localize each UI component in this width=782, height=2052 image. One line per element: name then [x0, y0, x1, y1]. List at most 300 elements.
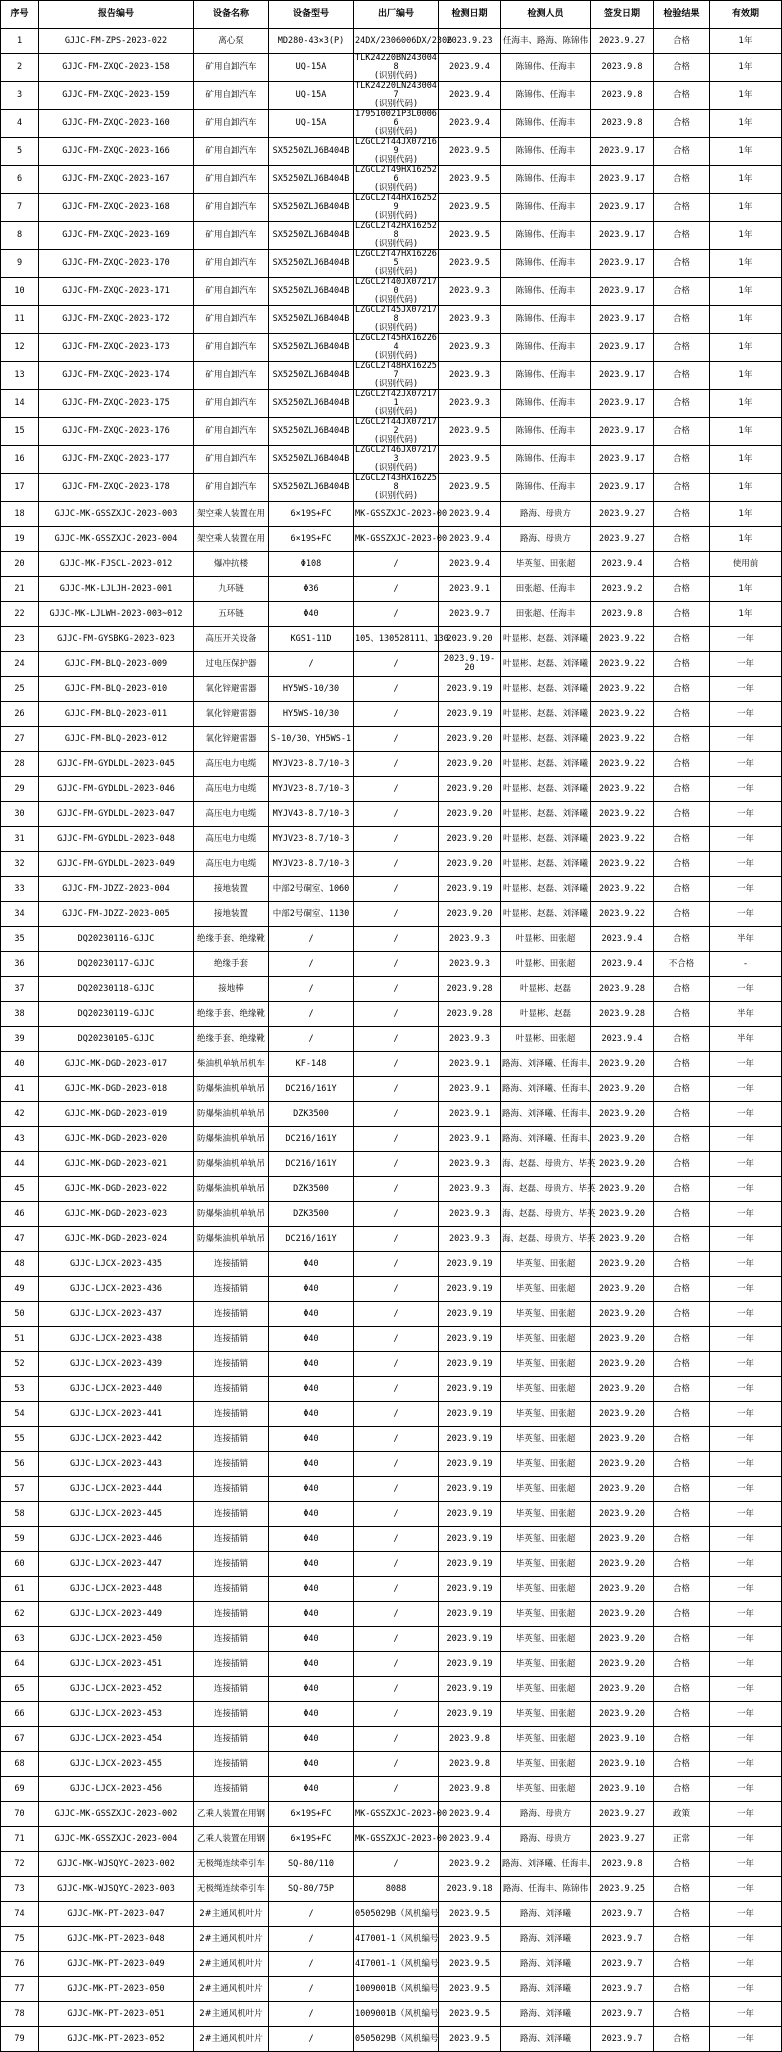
cell-factory-number: 0505029B（风机编号 [354, 1902, 439, 1927]
cell-factory-number: / [354, 1377, 439, 1402]
cell-validity: 一年 [710, 1877, 782, 1902]
cell-inspectors: 毕英玺、田张超 [501, 1552, 591, 1577]
cell-inspectors: 毕英玺、田张超 [501, 1377, 591, 1402]
cell-equipment-model: / [269, 1027, 354, 1052]
cell-inspectors: 毕英玺、田张超 [501, 1427, 591, 1452]
cell-equipment-name: 连接插销 [194, 1677, 269, 1702]
cell-report-number: GJJC-LJCX-2023-443 [39, 1452, 194, 1477]
cell-inspectors: 路海、刘泽曦、任海丰、 [501, 1102, 591, 1127]
cell-report-number: GJJC-FM-JDZZ-2023-005 [39, 902, 194, 927]
cell-equipment-name: 2#主通风机叶片 [194, 1977, 269, 2002]
cell-factory-number: / [354, 1102, 439, 1127]
table-row [1, 1027, 782, 1052]
cell-test-date: 2023.9.19 [439, 1527, 501, 1552]
cell-equipment-model: / [269, 927, 354, 952]
cell-serial-number: 17 [1, 474, 39, 502]
cell-equipment-model: SX5250ZLJ6B404B [269, 278, 354, 306]
cell-inspectors: 毕英玺、田张超 [501, 1777, 591, 1802]
cell-inspectors: 叶显彬、赵磊、刘泽曦 [501, 652, 591, 677]
cell-test-date: 2023.9.1 [439, 1052, 501, 1077]
header-row [1, 1, 782, 29]
cell-test-result: 合格 [654, 1902, 710, 1927]
cell-equipment-name: 2#主通风机叶片 [194, 1902, 269, 1927]
cell-equipment-name: 2#主通风机叶片 [194, 2027, 269, 2052]
cell-test-date: 2023.9.20 [439, 777, 501, 802]
cell-validity: 一年 [710, 877, 782, 902]
cell-equipment-name: 乙乘人装置在用钢 [194, 1802, 269, 1827]
cell-report-number: GJJC-LJCX-2023-455 [39, 1752, 194, 1777]
cell-validity: 半年 [710, 927, 782, 952]
cell-test-result: 合格 [654, 29, 710, 54]
cell-inspectors: 叶显彬、田张超 [501, 927, 591, 952]
cell-equipment-model: Φ40 [269, 1752, 354, 1777]
table-row [1, 1902, 782, 1927]
cell-test-date: 2023.9.19 [439, 1602, 501, 1627]
cell-test-date: 2023.9.1 [439, 1127, 501, 1152]
cell-factory-number: / [354, 1727, 439, 1752]
cell-inspectors: 海、赵磊、母贵方、毕英 [501, 1177, 591, 1202]
cell-test-result: 合格 [654, 577, 710, 602]
cell-test-result: 合格 [654, 727, 710, 752]
cell-equipment-model: / [269, 2027, 354, 2052]
cell-inspectors: 海、赵磊、母贵方、毕英 [501, 1227, 591, 1252]
table-row [1, 1252, 782, 1277]
cell-factory-number: LZGCL2T49HX162526 (识别代码) [355, 165, 437, 193]
cell-inspectors: 毕英玺、田张超 [501, 1502, 591, 1527]
cell-validity: 一年 [710, 1602, 782, 1627]
cell-test-result: 合格 [654, 1777, 710, 1802]
cell-issue-date: 2023.9.20 [591, 1627, 654, 1652]
cell-equipment-name: 防爆柴油机单轨吊 [194, 1202, 269, 1227]
cell-equipment-name: 矿用自卸汽车 [194, 474, 269, 502]
cell-validity: 1年 [710, 54, 782, 82]
header-validity: 有效期 [710, 1, 782, 29]
cell-serial-number: 13 [1, 362, 39, 390]
cell-validity: 一年 [710, 1802, 782, 1827]
table-row [1, 138, 782, 166]
cell-serial-number: 73 [1, 1877, 39, 1902]
cell-equipment-model: SX5250ZLJ6B404B [269, 222, 354, 250]
cell-report-number: GJJC-MK-DGD-2023-019 [39, 1102, 194, 1127]
cell-test-result: 合格 [654, 110, 710, 138]
table-row [1, 1652, 782, 1677]
cell-serial-number: 31 [1, 827, 39, 852]
cell-equipment-model: / [269, 977, 354, 1002]
cell-equipment-model: / [269, 1977, 354, 2002]
cell-test-date: 2023.9.19 [439, 1577, 501, 1602]
cell-inspectors: 毕英玺、田张超 [501, 1452, 591, 1477]
table-row [1, 1777, 782, 1802]
cell-issue-date: 2023.9.17 [591, 306, 654, 334]
cell-validity: 1年 [710, 306, 782, 334]
cell-test-result: 正常 [654, 1827, 710, 1852]
cell-test-date: 2023.9.7 [439, 602, 501, 627]
table-row [1, 1752, 782, 1777]
cell-equipment-model: Φ40 [269, 1252, 354, 1277]
cell-validity: 半年 [710, 1027, 782, 1052]
cell-inspectors: 叶显彬、赵磊、刘泽曦 [501, 627, 591, 652]
cell-equipment-name: 爆冲抗楼 [194, 552, 269, 577]
cell-equipment-name: 连接插销 [194, 1452, 269, 1477]
cell-validity: 使用前 [710, 552, 782, 577]
cell-equipment-name: 矿用自卸汽车 [194, 194, 269, 222]
cell-serial-number: 39 [1, 1027, 39, 1052]
cell-validity: 一年 [710, 1452, 782, 1477]
cell-test-date: 2023.9.5 [439, 194, 501, 222]
cell-equipment-name: 连接插销 [194, 1402, 269, 1427]
cell-serial-number: 56 [1, 1452, 39, 1477]
cell-test-result: 合格 [654, 902, 710, 927]
cell-equipment-model: Φ40 [269, 1402, 354, 1427]
cell-issue-date: 2023.9.22 [591, 752, 654, 777]
cell-test-date: 2023.9.3 [439, 1202, 501, 1227]
table-row [1, 306, 782, 334]
cell-validity: 一年 [710, 777, 782, 802]
cell-factory-number: / [354, 1602, 439, 1627]
cell-validity: 一年 [710, 727, 782, 752]
header-test-result: 检验结果 [654, 1, 710, 29]
cell-issue-date: 2023.9.20 [591, 1077, 654, 1102]
cell-issue-date: 2023.9.20 [591, 1352, 654, 1377]
cell-inspectors: 陈锦伟、任海丰 [501, 418, 591, 446]
cell-serial-number: 18 [1, 502, 39, 527]
cell-equipment-model: Φ40 [269, 1602, 354, 1627]
cell-test-result: 合格 [654, 1377, 710, 1402]
cell-equipment-name: 连接插销 [194, 1777, 269, 1802]
table-row [1, 110, 782, 138]
cell-test-result: 合格 [654, 1127, 710, 1152]
table-row [1, 222, 782, 250]
cell-inspectors: 陈锦伟、任海丰 [501, 222, 591, 250]
cell-test-date: 2023.9.19 [439, 1427, 501, 1452]
cell-test-result: 合格 [654, 1702, 710, 1727]
cell-test-result: 合格 [654, 502, 710, 527]
cell-report-number: GJJC-FM-ZPS-2023-022 [39, 29, 194, 54]
cell-equipment-model: / [269, 2002, 354, 2027]
table-row [1, 194, 782, 222]
cell-factory-number: LZGCL2T42HX162528 (识别代码) [355, 221, 437, 249]
cell-inspectors: 路海、刘泽曦 [501, 1902, 591, 1927]
header-equipment-model: 设备型号 [269, 1, 354, 29]
cell-serial-number: 71 [1, 1827, 39, 1852]
cell-test-date: 2023.9.19 [439, 677, 501, 702]
cell-factory-number: / [354, 827, 439, 852]
cell-validity: 一年 [710, 1127, 782, 1152]
cell-test-result: 合格 [654, 138, 710, 166]
cell-factory-number: / [354, 1127, 439, 1152]
cell-test-date: 2023.9.2 [439, 1852, 501, 1877]
cell-serial-number: 44 [1, 1152, 39, 1177]
cell-equipment-model: SX5250ZLJ6B404B [269, 138, 354, 166]
cell-report-number: GJJC-LJCX-2023-451 [39, 1652, 194, 1677]
cell-factory-number: / [354, 1027, 439, 1052]
table-row [1, 727, 782, 752]
cell-validity: 一年 [710, 1702, 782, 1727]
cell-issue-date: 2023.9.20 [591, 1652, 654, 1677]
cell-report-number: DQ20230118-GJJC [39, 977, 194, 1002]
cell-equipment-model: 6×19S+FC [269, 1802, 354, 1827]
cell-equipment-model: Φ40 [269, 1552, 354, 1577]
table-row [1, 602, 782, 627]
cell-equipment-name: 绝缘手套、绝缘靴 [194, 1027, 269, 1052]
cell-test-date: 2023.9.19 [439, 1377, 501, 1402]
cell-inspectors: 路海、刘泽曦、任海丰、 [501, 1852, 591, 1877]
cell-serial-number: 25 [1, 677, 39, 702]
table-row [1, 1452, 782, 1477]
table-row [1, 1527, 782, 1552]
cell-report-number: GJJC-LJCX-2023-445 [39, 1502, 194, 1527]
cell-issue-date: 2023.9.22 [591, 877, 654, 902]
cell-factory-number: / [354, 952, 439, 977]
cell-equipment-model: / [269, 952, 354, 977]
cell-report-number: GJJC-FM-ZXQC-2023-169 [39, 222, 194, 250]
cell-test-result: 合格 [654, 1927, 710, 1952]
cell-inspectors: 叶显彬、赵磊、刘泽曦 [501, 677, 591, 702]
cell-equipment-name: 连接插销 [194, 1277, 269, 1302]
cell-validity: 一年 [710, 1827, 782, 1852]
cell-test-result: 合格 [654, 362, 710, 390]
cell-report-number: GJJC-LJCX-2023-441 [39, 1402, 194, 1427]
cell-validity: 一年 [710, 1527, 782, 1552]
cell-report-number: GJJC-FM-ZXQC-2023-167 [39, 166, 194, 194]
cell-issue-date: 2023.9.20 [591, 1702, 654, 1727]
cell-validity: 一年 [710, 1902, 782, 1927]
table-row [1, 877, 782, 902]
cell-equipment-name: 矿用自卸汽车 [194, 306, 269, 334]
cell-issue-date: 2023.9.20 [591, 1227, 654, 1252]
cell-equipment-name: 防爆柴油机单轨吊 [194, 1127, 269, 1152]
cell-issue-date: 2023.9.10 [591, 1777, 654, 1802]
cell-validity: 一年 [710, 1977, 782, 2002]
cell-equipment-name: 防爆柴油机单轨吊 [194, 1177, 269, 1202]
cell-serial-number: 38 [1, 1002, 39, 1027]
table-row [1, 1302, 782, 1327]
cell-test-result: 合格 [654, 702, 710, 727]
cell-validity: 一年 [710, 2002, 782, 2027]
cell-inspectors: 毕英玺、田张超 [501, 1352, 591, 1377]
cell-inspectors: 陈锦伟、任海丰 [501, 390, 591, 418]
cell-validity: 1年 [710, 222, 782, 250]
cell-factory-number: MK-GSSZXJC-2023-00 [354, 527, 439, 552]
cell-inspectors: 毕英玺、田张超 [501, 1727, 591, 1752]
cell-validity: 一年 [710, 1477, 782, 1502]
cell-test-date: 2023.9.5 [439, 166, 501, 194]
table-row [1, 1877, 782, 1902]
cell-serial-number: 16 [1, 446, 39, 474]
cell-test-result: 合格 [654, 827, 710, 852]
cell-test-result: 合格 [654, 1477, 710, 1502]
cell-factory-number: / [354, 1677, 439, 1702]
cell-equipment-model: Φ40 [269, 1652, 354, 1677]
cell-issue-date: 2023.9.8 [591, 110, 654, 138]
cell-equipment-model: SX5250ZLJ6B404B [269, 446, 354, 474]
cell-factory-number: / [354, 1302, 439, 1327]
cell-equipment-model: Φ40 [269, 1352, 354, 1377]
cell-factory-number: LZGCL2T44HX162529 (识别代码) [355, 193, 437, 221]
cell-serial-number: 30 [1, 802, 39, 827]
cell-equipment-model: MYJV23-8.7/10-3 [269, 827, 354, 852]
cell-test-date: 2023.9.28 [439, 977, 501, 1002]
cell-equipment-name: 连接插销 [194, 1527, 269, 1552]
cell-equipment-model: Φ40 [269, 602, 354, 627]
cell-equipment-model: 6×19S+FC [269, 502, 354, 527]
table-row [1, 1702, 782, 1727]
cell-validity: 一年 [710, 1677, 782, 1702]
cell-test-date: 2023.9.19- 20 [439, 652, 501, 677]
cell-report-number: GJJC-FM-GYDLDL-2023-045 [39, 752, 194, 777]
cell-issue-date: 2023.9.4 [591, 927, 654, 952]
cell-equipment-model: MD280-43×3(P) [269, 29, 354, 54]
cell-equipment-name: 连接插销 [194, 1702, 269, 1727]
cell-report-number: GJJC-FM-BLQ-2023-009 [39, 652, 194, 677]
cell-report-number: GJJC-MK-PT-2023-050 [39, 1977, 194, 2002]
cell-test-result: 合格 [654, 1752, 710, 1777]
cell-factory-number: / [354, 802, 439, 827]
cell-report-number: GJJC-MK-GSSZXJC-2023-004 [39, 1827, 194, 1852]
cell-serial-number: 27 [1, 727, 39, 752]
cell-inspectors: 叶显彬、赵磊、刘泽曦 [501, 827, 591, 852]
cell-inspectors: 路海、刘泽曦 [501, 1927, 591, 1952]
cell-test-date: 2023.9.19 [439, 1677, 501, 1702]
cell-validity: 1年 [710, 446, 782, 474]
cell-inspectors: 毕英玺、田张超 [501, 1677, 591, 1702]
cell-test-date: 2023.9.19 [439, 1252, 501, 1277]
cell-test-result: 合格 [654, 82, 710, 110]
table-row [1, 927, 782, 952]
table-row [1, 2027, 782, 2052]
cell-inspectors: 田张超、任海丰 [501, 577, 591, 602]
cell-issue-date: 2023.9.7 [591, 2002, 654, 2027]
cell-serial-number: 4 [1, 110, 39, 138]
cell-inspectors: 陈锦伟、任海丰 [501, 138, 591, 166]
cell-test-date: 2023.9.4 [439, 82, 501, 110]
cell-issue-date: 2023.9.8 [591, 602, 654, 627]
cell-factory-number: / [354, 927, 439, 952]
cell-issue-date: 2023.9.4 [591, 1027, 654, 1052]
cell-validity: 1年 [710, 362, 782, 390]
cell-equipment-model: Φ36 [269, 577, 354, 602]
table-row [1, 1202, 782, 1227]
cell-serial-number: 36 [1, 952, 39, 977]
cell-validity: 一年 [710, 1427, 782, 1452]
cell-test-result: 合格 [654, 552, 710, 577]
cell-validity: 1年 [710, 29, 782, 54]
cell-inspectors: 陈锦伟、任海丰 [501, 306, 591, 334]
cell-inspectors: 陈锦伟、任海丰 [501, 110, 591, 138]
cell-issue-date: 2023.9.8 [591, 54, 654, 82]
cell-validity: 1年 [710, 390, 782, 418]
cell-report-number: GJJC-MK-DGD-2023-018 [39, 1077, 194, 1102]
cell-serial-number: 12 [1, 334, 39, 362]
cell-validity: 一年 [710, 752, 782, 777]
cell-validity: 1年 [710, 82, 782, 110]
cell-report-number: GJJC-LJCX-2023-435 [39, 1252, 194, 1277]
cell-factory-number: / [354, 577, 439, 602]
cell-test-date: 2023.9.5 [439, 222, 501, 250]
cell-inspectors: 叶显彬、赵磊、刘泽曦 [501, 877, 591, 902]
cell-factory-number: 8088 [354, 1877, 439, 1902]
cell-test-result: 合格 [654, 977, 710, 1002]
table-row [1, 1427, 782, 1452]
table-row [1, 1127, 782, 1152]
cell-test-date: 2023.9.8 [439, 1727, 501, 1752]
cell-equipment-name: 连接插销 [194, 1377, 269, 1402]
cell-report-number: GJJC-MK-DGD-2023-022 [39, 1177, 194, 1202]
cell-equipment-name: 矿用自卸汽车 [194, 54, 269, 82]
cell-inspectors: 叶显彬、赵磊 [501, 977, 591, 1002]
cell-equipment-name: 矿用自卸汽车 [194, 250, 269, 278]
cell-issue-date: 2023.9.20 [591, 1102, 654, 1127]
cell-validity: 一年 [710, 1577, 782, 1602]
cell-equipment-name: 矿用自卸汽车 [194, 110, 269, 138]
cell-inspectors: 叶显彬、赵磊 [501, 1002, 591, 1027]
cell-issue-date: 2023.9.17 [591, 334, 654, 362]
cell-validity: 1年 [710, 110, 782, 138]
cell-serial-number: 78 [1, 2002, 39, 2027]
cell-equipment-name: 矿用自卸汽车 [194, 278, 269, 306]
cell-test-result: 合格 [654, 418, 710, 446]
cell-issue-date: 2023.9.20 [591, 1602, 654, 1627]
cell-equipment-name: 矿用自卸汽车 [194, 334, 269, 362]
cell-validity: 一年 [710, 1952, 782, 1977]
cell-test-result: 合格 [654, 474, 710, 502]
cell-test-result: 合格 [654, 2027, 710, 2052]
cell-equipment-model: DZK3500 [269, 1102, 354, 1127]
cell-equipment-model: Φ40 [269, 1502, 354, 1527]
cell-test-result: 政策 [654, 1802, 710, 1827]
cell-equipment-model: 6×19S+FC [269, 1827, 354, 1852]
cell-inspectors: 毕英玺、田张超 [501, 552, 591, 577]
cell-equipment-model: 中部2号硐室、1130 [269, 902, 354, 927]
cell-equipment-name: 连接插销 [194, 1252, 269, 1277]
cell-factory-number: / [354, 852, 439, 877]
cell-serial-number: 54 [1, 1402, 39, 1427]
table-row [1, 1052, 782, 1077]
cell-equipment-name: 连接插销 [194, 1427, 269, 1452]
cell-issue-date: 2023.9.17 [591, 250, 654, 278]
cell-serial-number: 72 [1, 1852, 39, 1877]
table-row [1, 82, 782, 110]
table-row [1, 1002, 782, 1027]
cell-factory-number: / [354, 727, 439, 752]
cell-equipment-name: 连接插销 [194, 1652, 269, 1677]
cell-inspectors: 路海、母贵方 [501, 527, 591, 552]
cell-test-result: 合格 [654, 1352, 710, 1377]
cell-inspectors: 海、赵磊、母贵方、毕英 [501, 1152, 591, 1177]
cell-validity: 一年 [710, 652, 782, 677]
cell-equipment-name: 连接插销 [194, 1477, 269, 1502]
cell-issue-date: 2023.9.27 [591, 502, 654, 527]
cell-test-result: 合格 [654, 390, 710, 418]
cell-report-number: GJJC-FM-ZXQC-2023-168 [39, 194, 194, 222]
cell-serial-number: 62 [1, 1602, 39, 1627]
cell-validity: 一年 [710, 1727, 782, 1752]
table-row [1, 446, 782, 474]
cell-test-date: 2023.9.3 [439, 1027, 501, 1052]
cell-issue-date: 2023.9.17 [591, 362, 654, 390]
table-row [1, 977, 782, 1002]
cell-test-result: 合格 [654, 1077, 710, 1102]
cell-report-number: GJJC-MK-LJLWH-2023-003~012 [39, 602, 194, 627]
cell-equipment-model: / [269, 1902, 354, 1927]
cell-inspectors: 叶显彬、赵磊、刘泽曦 [501, 702, 591, 727]
cell-equipment-name: 九环链 [194, 577, 269, 602]
cell-validity: 一年 [710, 1777, 782, 1802]
cell-issue-date: 2023.9.20 [591, 1677, 654, 1702]
cell-test-date: 2023.9.3 [439, 334, 501, 362]
cell-validity: 一年 [710, 1227, 782, 1252]
cell-issue-date: 2023.9.20 [591, 1527, 654, 1552]
